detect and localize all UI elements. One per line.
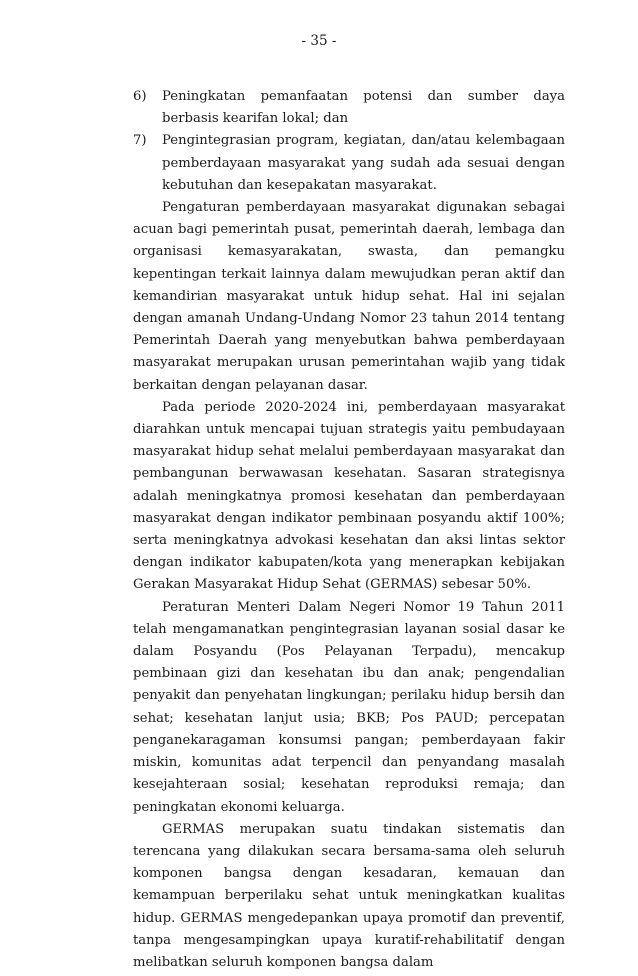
paragraph-germas: GERMAS merupakan suatu tindakan sistematis dan terencana yang dilakukan secara bersama-sama oleh seluruh komponen bangsa dengan kesadaran, kemauan dan kemampuan berperilaku sehat untuk meningkatkan kualitas hidup. GERMAS mengedepankan upaya promotif dan preventif, tanpa mengesampingkan upaya kuratif-rehabilitatif dengan melibatkan seluruh komponen bangsa dalam <box>133 821 565 970</box>
paragraph-pengaturan: Pengaturan pemberdayaan masyarakat digunakan sebagai acuan bagi pemerintah pusat, pemerintah daerah, lembaga dan organisasi kemasyarakatan, swasta, dan pemangku kepentingan terkait lainnya dalam mewujudkan peran aktif dan kemandirian masyarakat untuk hidup sehat. Hal ini sejalan dengan amanah Undang-Undang Nomor 23 tahun 2014 tentang Pemerintah Daerah yang menyebutkan bahwa pemberdayaan masyarakat merupakan urusan pemerintahan wajib yang tidak berkaitan dengan pelayanan dasar. <box>133 200 565 393</box>
list-item <box>133 86 565 130</box>
list-item-number: 7) <box>133 133 147 149</box>
list-item <box>133 130 565 197</box>
list-item-number: 6) <box>133 89 147 104</box>
paragraph-permendagri: Peraturan Menteri Dalam Negeri Nomor 19 Tahun 2011 telah mengamanatkan pengintegrasian layanan sosial dasar ke dalam Posyandu (Pos Pelayanan Terpadu), mencakup pembinaan gizi dan kesehatan ibu dan anak; pengendalian penyakit dan penyehatan lingkungan; perilaku hidup bersih dan sehat; kesehatan lanjut usia; BKB; Pos PAUD; percepatan penganekaragaman konsumsi pangan; pemberdayaan fakir miskin, komunitas adat terpencil dan penyandang masalah kesejahteraan sosial; kesehatan reproduksi remaja; dan peningkatan ekonomi keluarga. <box>133 599 565 815</box>
page-body <box>133 86 565 974</box>
list-item-text: Peningkatan pemanfaatan potensi dan sumber daya berbasis kearifan lokal; dan <box>162 89 565 127</box>
list-item-text: Pengintegrasian program, kegiatan, dan/atau kelembagaan pemberdayaan masyarakat yang sudah ada sesuai dengan kebutuhan dan kesepakatan masyarakat. <box>162 133 565 193</box>
paragraph-periode-2020-2024: Pada periode 2020-2024 ini, pemberdayaan masyarakat diarahkan untuk mencapai tujuan strategis yaitu pembudayaan masyarakat hidup sehat melalui pemberdayaan masyarakat dan pembangunan berwawasan kesehatan. Sasaran strategisnya adalah meningkatnya promosi kesehatan dan pemberdayaan masyarakat dengan indikator pembinaan posyandu aktif 100%; serta meningkatnya advokasi kesehatan dan aksi lintas sektor dengan indikator kabupaten/kota yang menerapkan kebijakan Gerakan Masyarakat Hidup Sehat (GERMAS) sebesar 50%. <box>133 399 565 593</box>
page-number: - 35 - <box>301 33 337 49</box>
